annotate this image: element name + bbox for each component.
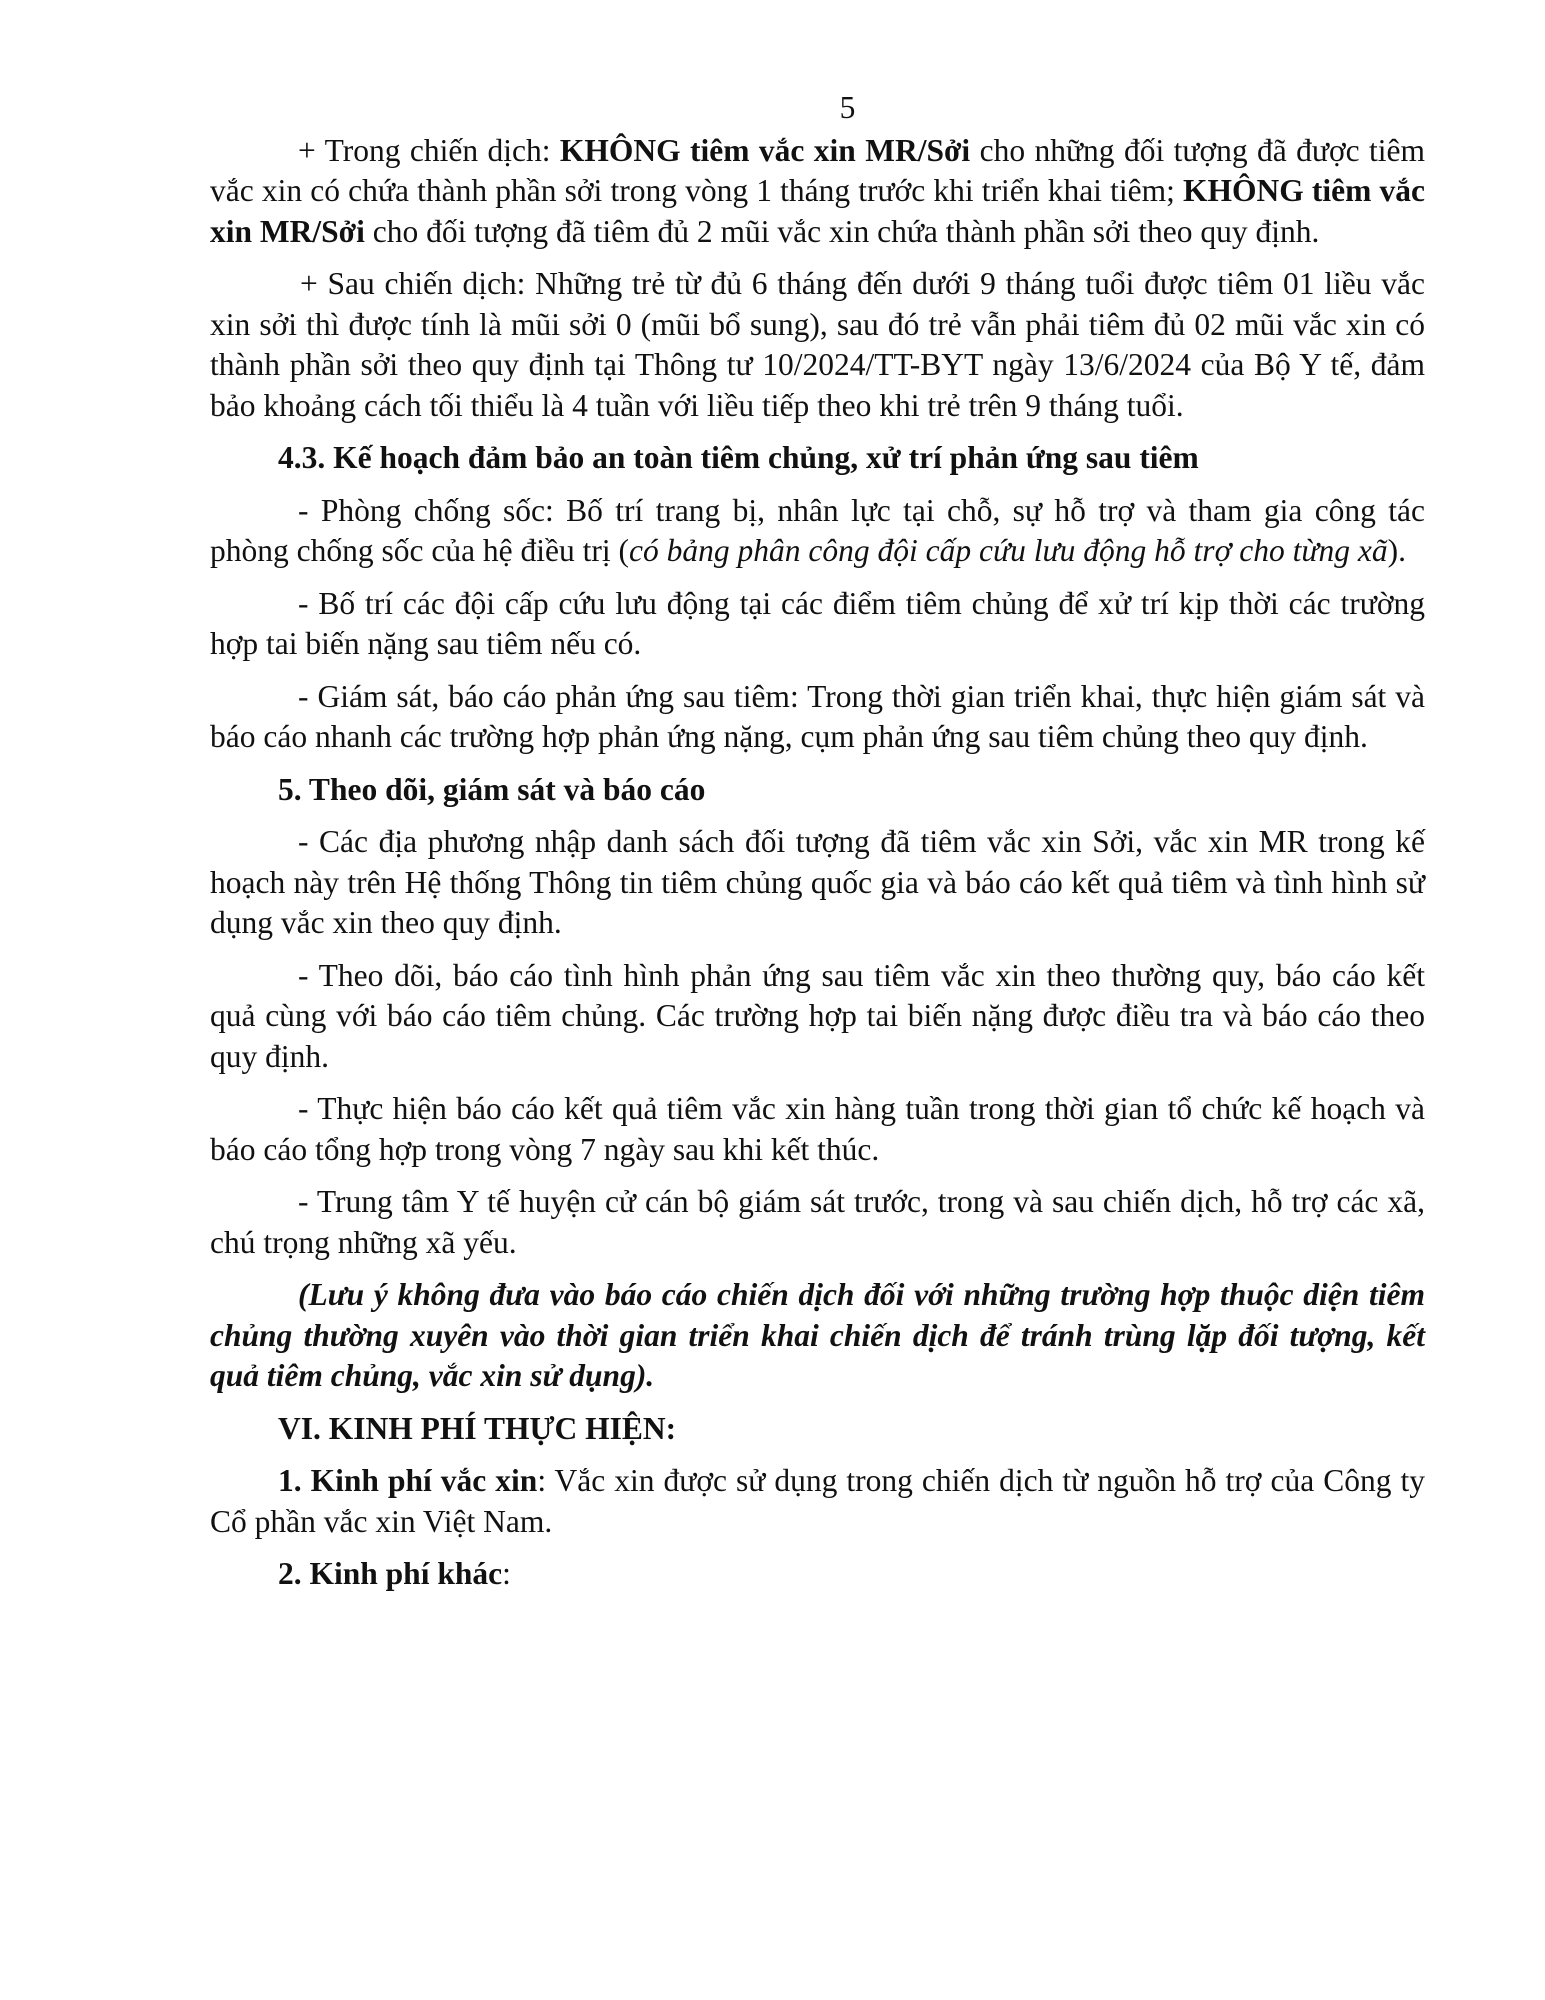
paragraph-district-supervision: - Trung tâm Y tế huyện cử cán bộ giám sát trước, trong và sau chiến dịch, hỗ trợ các xã, chú trọng những xã yếu.: [210, 1184, 1425, 1260]
paragraph-other-funding: [210, 1554, 1425, 1595]
italic-run: có bảng phân công đội cấp cứu lưu động hỗ trợ cho từng xã: [629, 533, 1388, 568]
text-run: ).: [1387, 533, 1407, 568]
paragraph-note: (Lưu ý không đưa vào báo cáo chiến dịch đối với những trường hợp thuộc diện tiêm chủng thường xuyên vào thời gian triển khai chiến dịch để tránh trùng lặp đối tượng, kết quả tiêm chủng, vắc xin sử dụng).: [210, 1277, 1425, 1393]
document-page: [210, 88, 1425, 1607]
text-run: - Phòng chống sốc: Bố trí trang bị, nhân lực tại chỗ, sự hỗ trợ và tham gia công tác phòng chống sốc của hệ điều trị (: [210, 492, 1425, 568]
paragraph-track-reactions: - Theo dõi, báo cáo tình hình phản ứng sau tiêm vắc xin theo thường quy, báo cáo kết quả cùng với báo cáo tiêm chủng. Các trường hợp tai biến nặng được điều tra và báo cáo theo quy định.: [210, 957, 1425, 1074]
bold-run: 2. Kinh phí khác: [278, 1556, 503, 1591]
heading-4-3: 4.3. Kế hoạch đảm bảo an toàn tiêm chủng, xử trí phản ứng sau tiêm: [278, 440, 1199, 475]
bold-run: KHÔNG tiêm vắc xin MR/Sởi: [559, 132, 971, 168]
text-run: cho những đối tượng đã được tiêm vắc xin có chứa thành phần sởi trong vòng 1 tháng trước khi triển khai tiêm;: [210, 132, 1425, 208]
paragraph-after-campaign: + Sau chiến dịch: Những trẻ từ đủ 6 tháng đến dưới 9 tháng tuổi được tiêm 01 liều vắc xin sởi thì được tính là mũi sởi 0 (mũi bổ sung), sau đó trẻ vẫn phải tiêm đủ 02 mũi vắc xin có thành phần sởi theo quy định tại Thông tư 10/2024/TT-BYT ngày 13/6/2024 của Bộ Y tế, đảm bảo khoảng cách tối thiểu là 4 tuần với liều tiếp theo khi trẻ trên 9 tháng tuổi.: [210, 266, 1425, 423]
paragraph-vaccine-funding: [210, 1461, 1425, 1542]
text-run: + Trong chiến dịch:: [298, 132, 560, 168]
paragraph-monitoring-reactions: - Giám sát, báo cáo phản ứng sau tiêm: Trong thời gian triển khai, thực hiện giám sát và báo cáo nhanh các trường hợp phản ứng nặng, cụm phản ứng sau tiêm chủng theo quy định.: [210, 678, 1425, 754]
bold-run: 1. Kinh phí vắc xin: [278, 1463, 538, 1498]
text-run: : Vắc xin được sử dụng trong chiến dịch từ nguồn hỗ trợ của Công ty Cổ phần vắc xin Việt Nam.: [210, 1463, 1425, 1539]
bold-run: KHÔNG tiêm vắc xin MR/Sởi: [210, 173, 1425, 249]
paragraph-mobile-emergency-teams: - Bố trí các đội cấp cứu lưu động tại các điểm tiêm chủng để xử trí kịp thời các trường hợp tai biến nặng sau tiêm nếu có.: [210, 585, 1425, 661]
heading-5: 5. Theo dõi, giám sát và báo cáo: [278, 771, 706, 807]
heading-VI: VI. KINH PHÍ THỰC HIỆN:: [278, 1410, 677, 1446]
text-run: :: [502, 1556, 511, 1591]
page-number: 5: [839, 90, 856, 125]
paragraph-weekly-report: - Thực hiện báo cáo kết quả tiêm vắc xin hàng tuần trong thời gian tổ chức kế hoạch và báo cáo tổng hợp trong vòng 7 ngày sau khi kết thúc.: [210, 1091, 1425, 1167]
paragraph-localities-input: - Các địa phương nhập danh sách đối tượng đã tiêm vắc xin Sởi, vắc xin MR trong kế hoạch này trên Hệ thống Thông tin tiêm chủng quốc gia và báo cáo kết quả tiêm và tình hình sử dụng vắc xin theo quy định.: [210, 824, 1425, 940]
paragraph-during-campaign: [210, 131, 1425, 253]
text-run: cho đối tượng đã tiêm đủ 2 mũi vắc xin chứa thành phần sởi theo quy định.: [364, 213, 1320, 249]
paragraph-shock-prevention: [210, 491, 1425, 572]
